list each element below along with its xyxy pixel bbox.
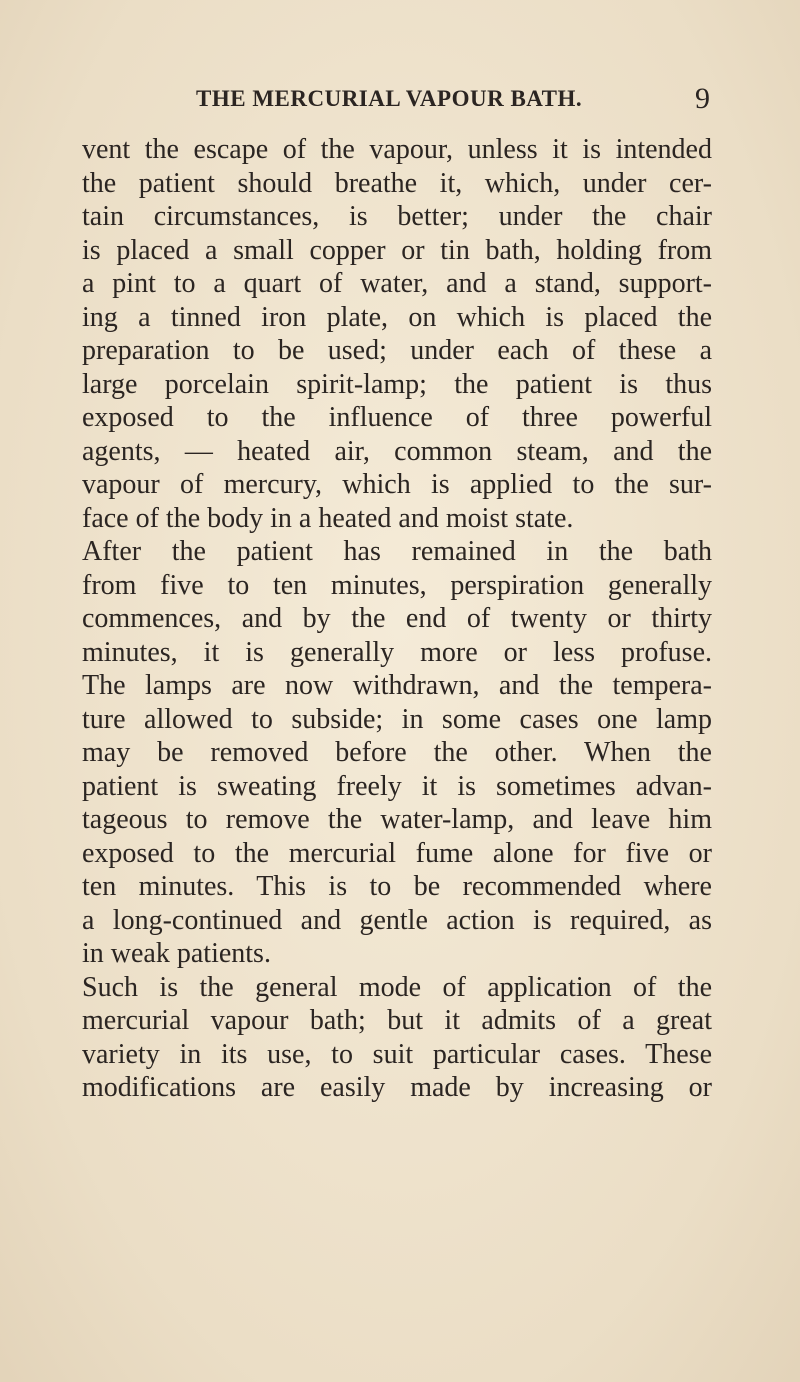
text-line: vent the escape of the vapour, unless it is intended: [82, 134, 712, 165]
running-title: THE MERCURIAL VAPOUR BATH.: [196, 86, 583, 111]
text-line: agents, — heated air, common steam, and the: [82, 435, 712, 467]
text-line: variety in its use, to suit particular cases. These: [82, 1038, 712, 1070]
text-line: vapour of mercury, which is applied to the sur-: [82, 469, 712, 500]
text-line: a long-continued and gentle action is required, as: [82, 904, 712, 936]
text-line: minutes, it is generally more or less profuse.: [82, 636, 712, 668]
text-line: The lamps are now withdrawn, and the tempera-: [82, 670, 712, 701]
text-line: patient is sweating freely it is sometimes advan-: [82, 770, 712, 802]
text-line: tain circumstances, is better; under the chair: [82, 201, 712, 232]
text-line: a pint to a quart of water, and a stand, support-: [82, 268, 712, 299]
text-line: modifications are easily made by increasing or: [82, 1072, 712, 1103]
text-line: mercurial vapour bath; but it admits of a great: [82, 1005, 712, 1036]
text-line: ten minutes. This is to be recommended where: [82, 871, 712, 902]
text-line: is placed a small copper or tin bath, holding from: [82, 234, 712, 266]
text-line: Such is the general mode of application of the: [82, 971, 712, 1003]
text-line: may be removed before the other. When the: [82, 737, 712, 768]
text-line: from five to ten minutes, perspiration generally: [82, 569, 712, 601]
text-line: exposed to the mercurial fume alone for five or: [82, 837, 712, 869]
text-line: commences, and by the end of twenty or thirty: [82, 603, 712, 634]
page-number: 9: [695, 82, 710, 115]
text-line: ture allowed to subside; in some cases one lamp: [82, 703, 712, 735]
text-line: preparation to be used; under each of these a: [82, 335, 712, 366]
text-line: tageous to remove the water-lamp, and leave him: [82, 804, 712, 835]
body-text: [82, 133, 712, 1105]
text-line: the patient should breathe it, which, under cer-: [82, 167, 712, 199]
text-line: in weak patients.: [82, 938, 271, 969]
text-line: After the patient has remained in the bath: [82, 536, 712, 567]
text-line: face of the body in a heated and moist state.: [82, 502, 574, 534]
text-line: large porcelain spirit-lamp; the patient is thus: [82, 368, 712, 400]
text-line: ing a tinned iron plate, on which is placed the: [82, 301, 712, 333]
text-line: exposed to the influence of three powerful: [82, 402, 712, 433]
